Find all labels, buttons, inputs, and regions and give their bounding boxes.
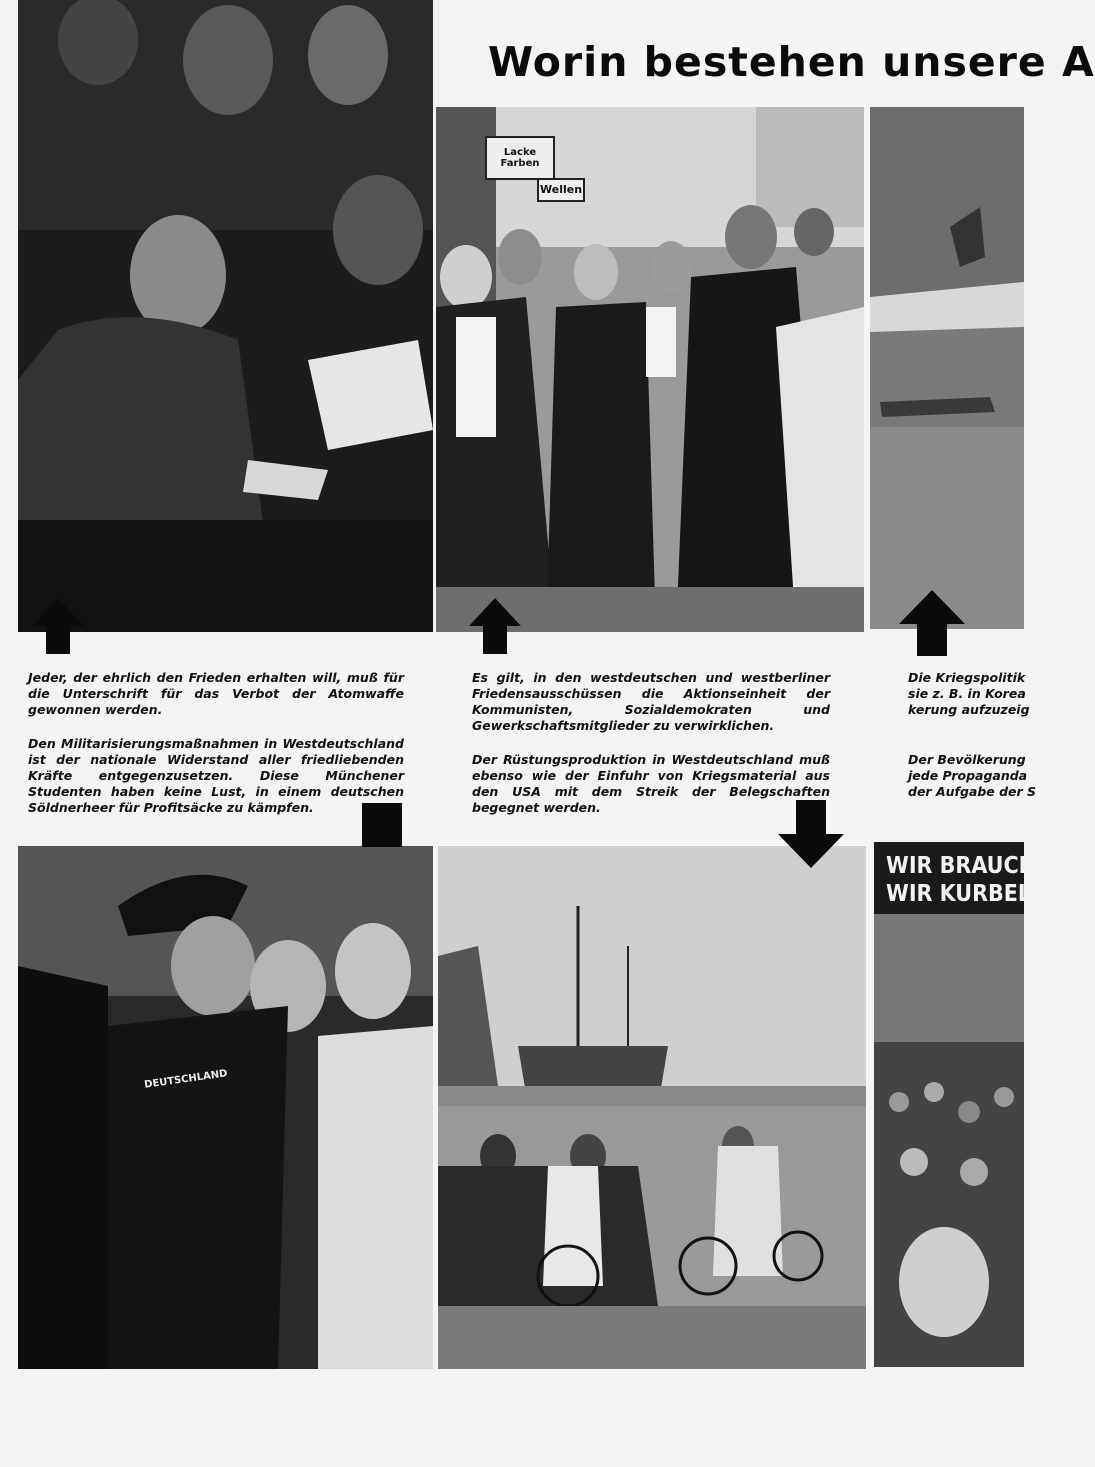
banner-line-2: WIR KURBELN — [886, 881, 1049, 907]
caption-airfield-partial: Die Kriegspolitik sie z. B. in Korea kerung aufzuzeig — [908, 670, 1030, 717]
caption-harbour: Der Rüstungsproduktion in Westdeutschland muß ebenso wie der Einfuhr von Kriegsmaterial aus den USA mit dem Streik der Belegschaften begegnet werden. — [472, 752, 830, 815]
photo-airfield — [870, 107, 1024, 629]
photo-march — [436, 107, 864, 632]
caption-march: Es gilt, in den westdeutschen und westberliner Friedensausschüssen die Aktionseinheit der Kommunisten, Sozialdemokraten und Gewerkschaftsmitglieder zu verwirklichen. — [472, 670, 830, 733]
page-headline: Worin bestehen unsere A — [488, 38, 1095, 86]
banner-line-1: WIR BRAUCH — [886, 853, 1036, 879]
caption-crowd-partial: Der Bevölkerung jede Propaganda der Aufgabe der S — [908, 752, 1037, 799]
shop-sign-lacke: Lacke Farben — [500, 147, 540, 169]
photo-students — [18, 846, 433, 1369]
arrow-up-icon — [32, 598, 84, 654]
armband-text: DEUTSCHLAND — [143, 1068, 229, 1091]
photo-signing — [18, 0, 433, 632]
photo-harbour — [438, 846, 866, 1369]
caption-signing: Jeder, der ehrlich den Frieden erhalten will, muß für die Unterschrift für das Verbot der Atomwaffe gewonnen werden. — [28, 670, 404, 717]
photo-crowd — [874, 842, 1049, 1367]
caption-students: Den Militarisierungsmaßnahmen in Westdeutschland ist der nationale Widerstand aller friedliebenden Kräfte entgegenzusetzen. Diese Münchener Studenten haben keine Lust, in einem deutschen Söldnerheer für Profitsäcke zu kämpfen. — [28, 736, 404, 815]
arrow-up-icon — [469, 598, 521, 654]
shop-sign-wellen: Wellen — [540, 183, 583, 196]
arrow-up-icon — [899, 590, 965, 656]
